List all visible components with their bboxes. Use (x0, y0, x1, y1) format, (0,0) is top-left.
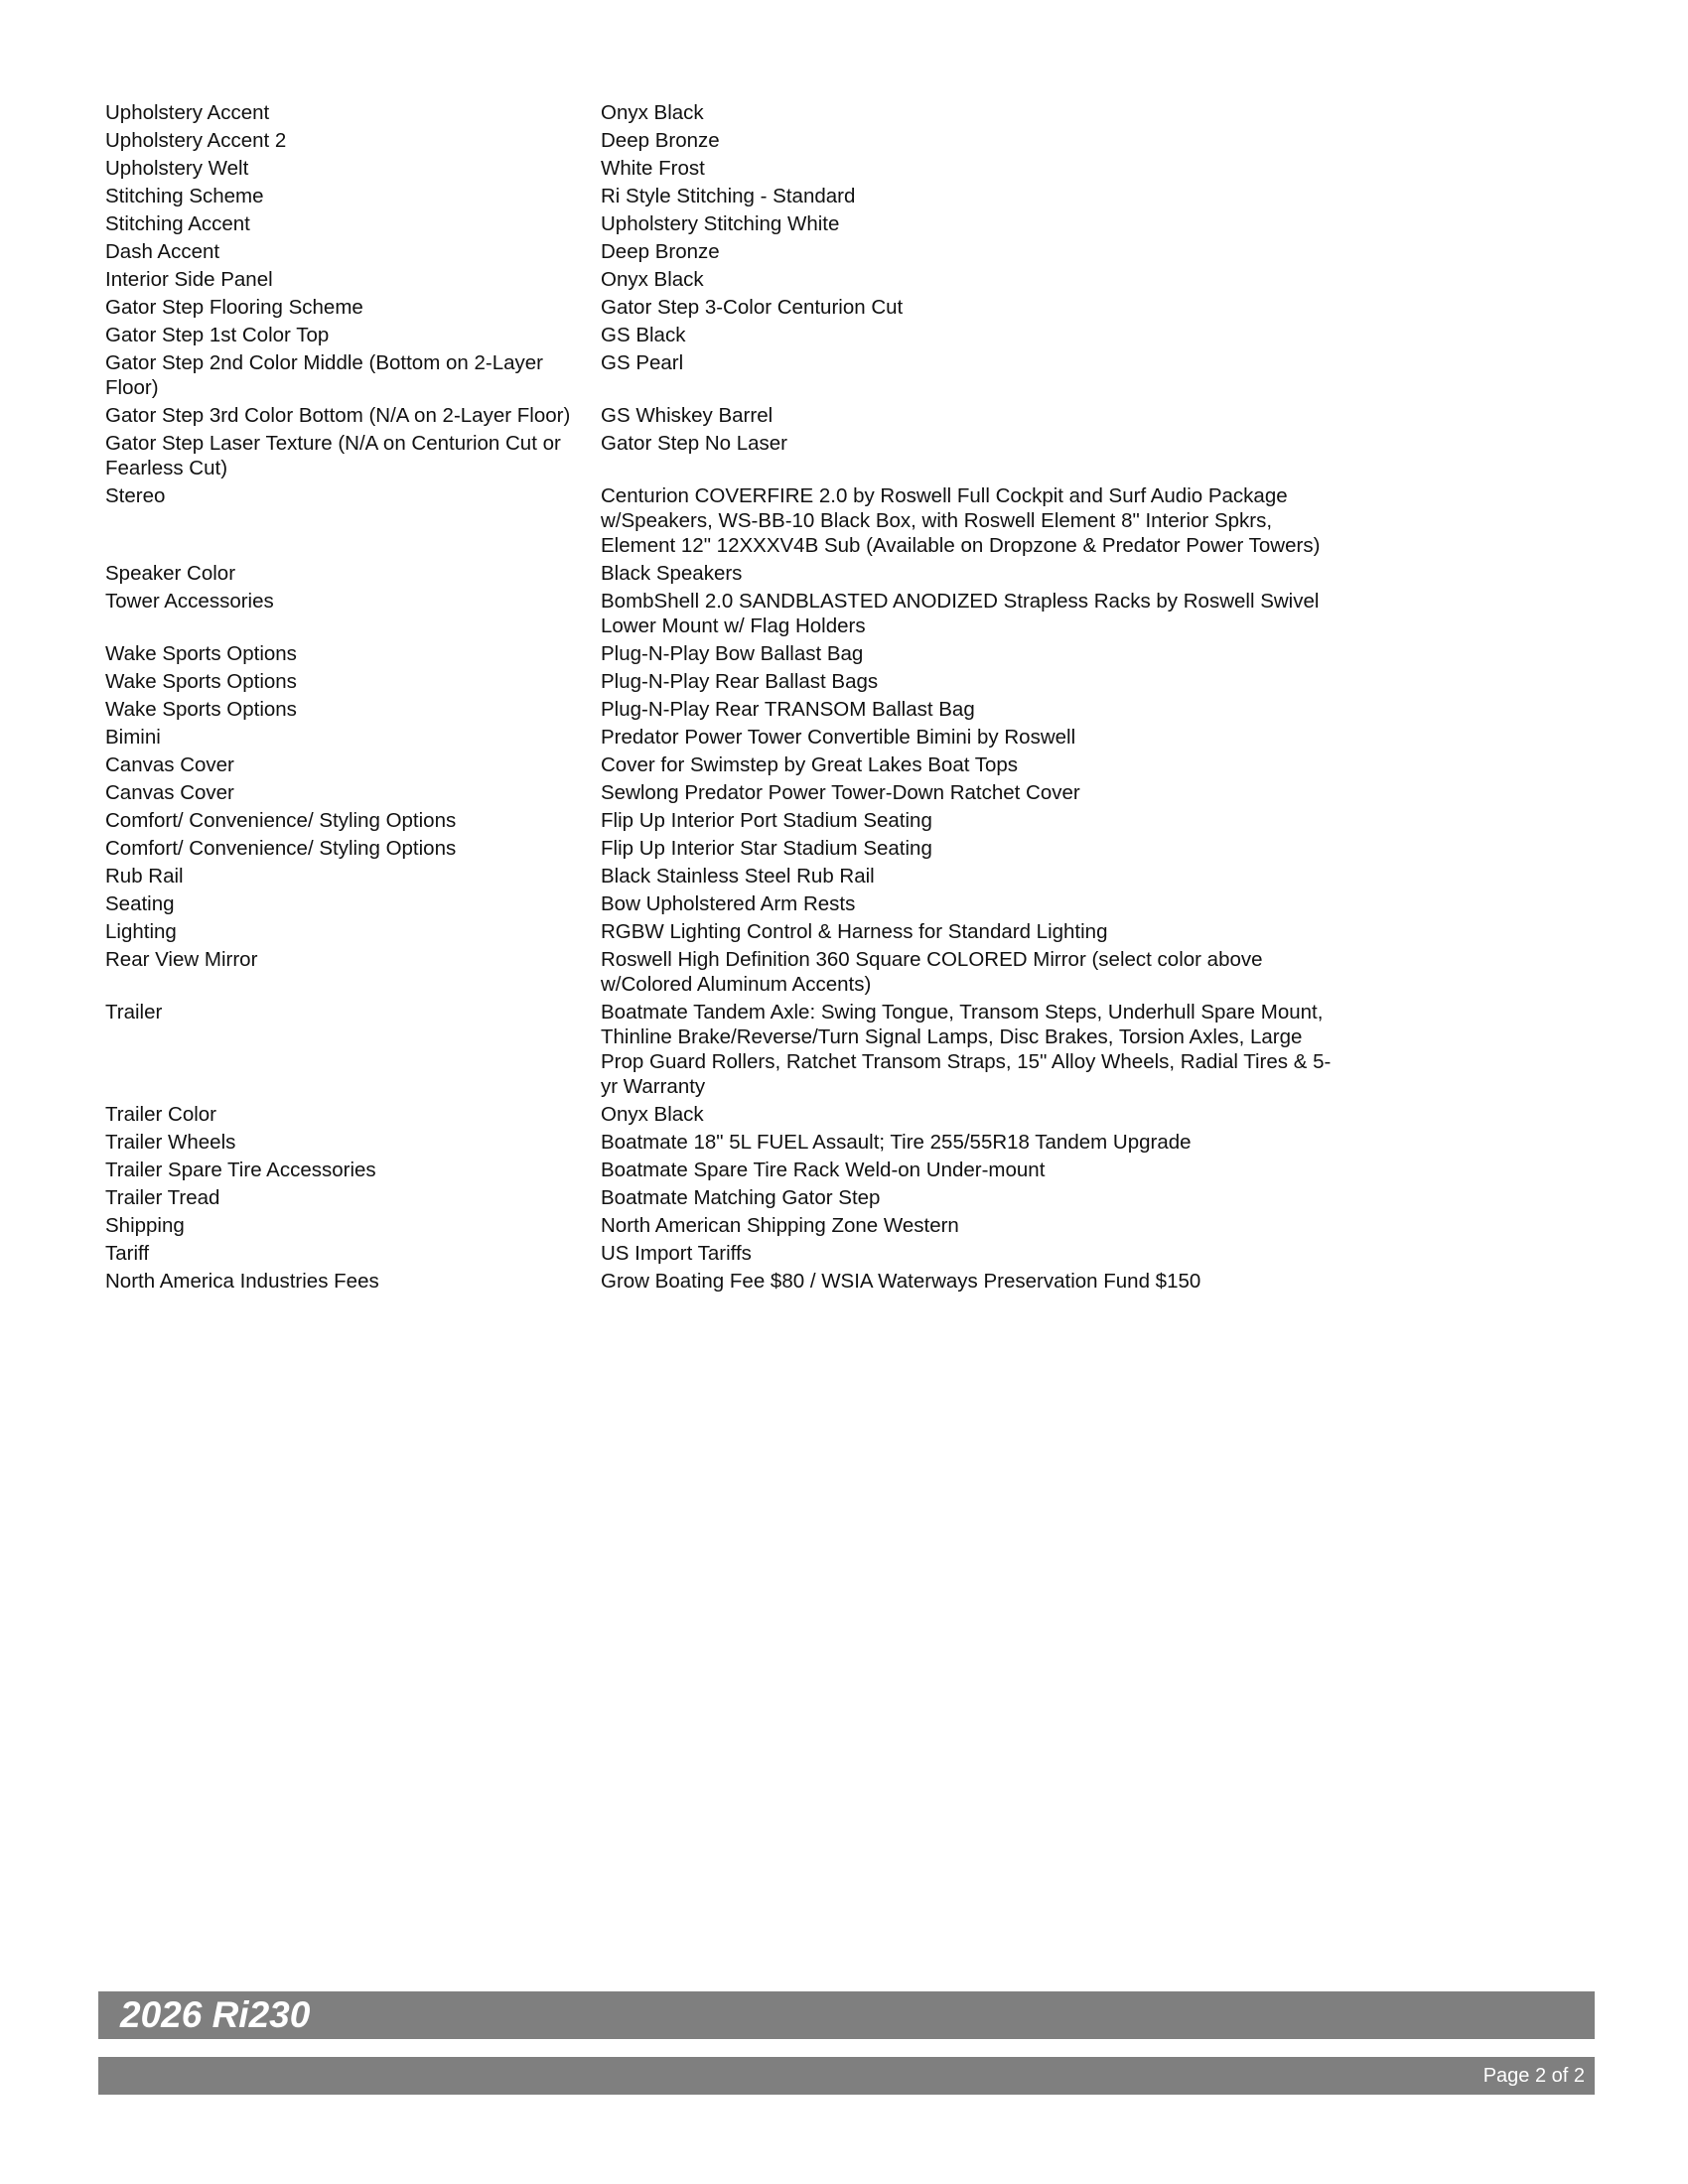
spec-row (105, 891, 1336, 916)
footer-page-bar (98, 2057, 1595, 2095)
spec-label: Dash Accent (105, 240, 220, 263)
spec-label: North America Industries Fees (105, 1270, 379, 1293)
spec-label: Trailer (105, 1001, 163, 1024)
spec-value: Upholstery Stitching White (601, 212, 840, 235)
spec-label: Trailer Color (105, 1103, 217, 1126)
model-title: 2026 Ri230 (120, 1994, 311, 2035)
spec-value: GS Whiskey Barrel (601, 404, 774, 427)
spec-value: Ri Style Stitching - Standard (601, 185, 856, 207)
spec-value: Bow Upholstered Arm Rests (601, 892, 856, 915)
spec-row (105, 561, 1336, 586)
spec-value: Black Speakers (601, 562, 743, 585)
spec-label: Gator Step 3rd Color Bottom (N/A on 2-Layer Floor) (105, 404, 571, 427)
spec-label: Wake Sports Options (105, 698, 297, 721)
spec-row (105, 431, 1336, 480)
spec-value: GS Black (601, 324, 686, 346)
spec-value: Plug-N-Play Rear Ballast Bags (601, 670, 879, 693)
spec-value: Roswell High Definition 360 Square COLORED Mirror (select color above w/Colored Aluminum Accents) (601, 948, 1263, 996)
spec-row (105, 295, 1336, 320)
spec-row (105, 128, 1336, 153)
spec-row (105, 1213, 1336, 1238)
spec-value: Gator Step 3-Color Centurion Cut (601, 296, 904, 319)
spec-row (105, 864, 1336, 888)
spec-value: Cover for Swimstep by Great Lakes Boat Tops (601, 753, 1019, 776)
spec-value: Boatmate Tandem Axle: Swing Tongue, Transom Steps, Underhull Spare Mount, Thinline Brake/Reverse/Turn Signal Lamps, Disc Brakes, Torsion Axles, Large Prop Guard Rollers, Ratchet Transom Straps, 15" Alloy Wheels, Radial Tires & 5-yr Warranty (601, 1001, 1332, 1098)
spec-row (105, 919, 1336, 944)
spec-label: Comfort/ Convenience/ Styling Options (105, 809, 457, 832)
spec-value: Onyx Black (601, 268, 704, 291)
spec-label: Stereo (105, 484, 166, 507)
spec-row (105, 1000, 1336, 1099)
page-number: Page 2 of 2 (1482, 2065, 1585, 2087)
spec-row (105, 211, 1336, 236)
spec-row (105, 100, 1336, 125)
spec-value: Flip Up Interior Star Stadium Seating (601, 837, 932, 860)
spec-label: Trailer Wheels (105, 1131, 236, 1154)
spec-value: Boatmate Matching Gator Step (601, 1186, 881, 1209)
spec-label: Gator Step 1st Color Top (105, 324, 330, 346)
spec-value: Grow Boating Fee $80 / WSIA Waterways Preservation Fund $150 (601, 1270, 1201, 1293)
spec-label: Stitching Scheme (105, 185, 264, 207)
spec-value: Sewlong Predator Power Tower-Down Ratchet Cover (601, 781, 1080, 804)
spec-value: Black Stainless Steel Rub Rail (601, 865, 875, 887)
spec-label: Upholstery Welt (105, 157, 249, 180)
spec-table (105, 100, 1336, 1297)
spec-row (105, 752, 1336, 777)
spec-label: Tower Accessories (105, 590, 274, 613)
spec-row (105, 697, 1336, 722)
spec-label: Shipping (105, 1214, 185, 1237)
spec-value: Boatmate Spare Tire Rack Weld-on Under-mount (601, 1159, 1046, 1181)
spec-value: BombShell 2.0 SANDBLASTED ANODIZED Strapless Racks by Roswell Swivel Lower Mount w/ Flag Holders (601, 590, 1320, 637)
spec-row (105, 1185, 1336, 1210)
spec-label: Upholstery Accent 2 (105, 129, 287, 152)
spec-row (105, 267, 1336, 292)
spec-row (105, 641, 1336, 666)
spec-row (105, 239, 1336, 264)
spec-value: Predator Power Tower Convertible Bimini by Roswell (601, 726, 1076, 749)
spec-row (105, 1158, 1336, 1182)
spec-label: Wake Sports Options (105, 642, 297, 665)
spec-label: Rear View Mirror (105, 948, 258, 971)
spec-value: Plug-N-Play Rear TRANSOM Ballast Bag (601, 698, 975, 721)
spec-value: Deep Bronze (601, 129, 720, 152)
spec-row (105, 780, 1336, 805)
spec-label: Upholstery Accent (105, 101, 270, 124)
spec-value: Centurion COVERFIRE 2.0 by Roswell Full Cockpit and Surf Audio Package w/Speakers, WS-BB-10 Black Box, with Roswell Element 8" Interior Spkrs, Element 12" 12XXXV4B Sub (Available on Dropzone & Predator Power Towers) (601, 484, 1321, 557)
spec-row (105, 156, 1336, 181)
spec-row (105, 947, 1336, 997)
spec-label: Interior Side Panel (105, 268, 273, 291)
spec-value: Onyx Black (601, 101, 704, 124)
spec-value: Plug-N-Play Bow Ballast Bag (601, 642, 864, 665)
spec-label: Speaker Color (105, 562, 236, 585)
spec-label: Wake Sports Options (105, 670, 297, 693)
spec-label: Canvas Cover (105, 753, 234, 776)
spec-label: Gator Step 2nd Color Middle (Bottom on 2-Layer Floor) (105, 351, 543, 399)
spec-value: White Frost (601, 157, 705, 180)
spec-value: Deep Bronze (601, 240, 720, 263)
spec-row (105, 350, 1336, 400)
spec-label: Gator Step Laser Texture (N/A on Centurion Cut or Fearless Cut) (105, 432, 561, 479)
spec-value: RGBW Lighting Control & Harness for Standard Lighting (601, 920, 1108, 943)
spec-value: North American Shipping Zone Western (601, 1214, 959, 1237)
spec-row (105, 725, 1336, 750)
spec-row (105, 589, 1336, 638)
spec-label: Trailer Tread (105, 1186, 220, 1209)
spec-value: Gator Step No Laser (601, 432, 788, 455)
spec-value: Flip Up Interior Port Stadium Seating (601, 809, 932, 832)
spec-label: Canvas Cover (105, 781, 234, 804)
footer-title-bar (98, 1991, 1595, 2039)
spec-row (105, 1102, 1336, 1127)
spec-value: US Import Tariffs (601, 1242, 752, 1265)
spec-row (105, 1241, 1336, 1266)
spec-row (105, 323, 1336, 347)
spec-label: Rub Rail (105, 865, 184, 887)
spec-value: GS Pearl (601, 351, 684, 374)
spec-label: Bimini (105, 726, 161, 749)
spec-label: Stitching Accent (105, 212, 250, 235)
spec-value: Onyx Black (601, 1103, 704, 1126)
spec-row (105, 836, 1336, 861)
spec-label: Seating (105, 892, 175, 915)
spec-label: Lighting (105, 920, 177, 943)
spec-value: Boatmate 18" 5L FUEL Assault; Tire 255/55R18 Tandem Upgrade (601, 1131, 1192, 1154)
spec-row (105, 808, 1336, 833)
spec-label: Gator Step Flooring Scheme (105, 296, 363, 319)
spec-row (105, 1130, 1336, 1155)
spec-label: Tariff (105, 1242, 150, 1265)
spec-row (105, 483, 1336, 558)
spec-label: Comfort/ Convenience/ Styling Options (105, 837, 457, 860)
spec-row (105, 669, 1336, 694)
spec-row (105, 1269, 1336, 1294)
spec-row (105, 184, 1336, 208)
spec-row (105, 403, 1336, 428)
spec-label: Trailer Spare Tire Accessories (105, 1159, 376, 1181)
